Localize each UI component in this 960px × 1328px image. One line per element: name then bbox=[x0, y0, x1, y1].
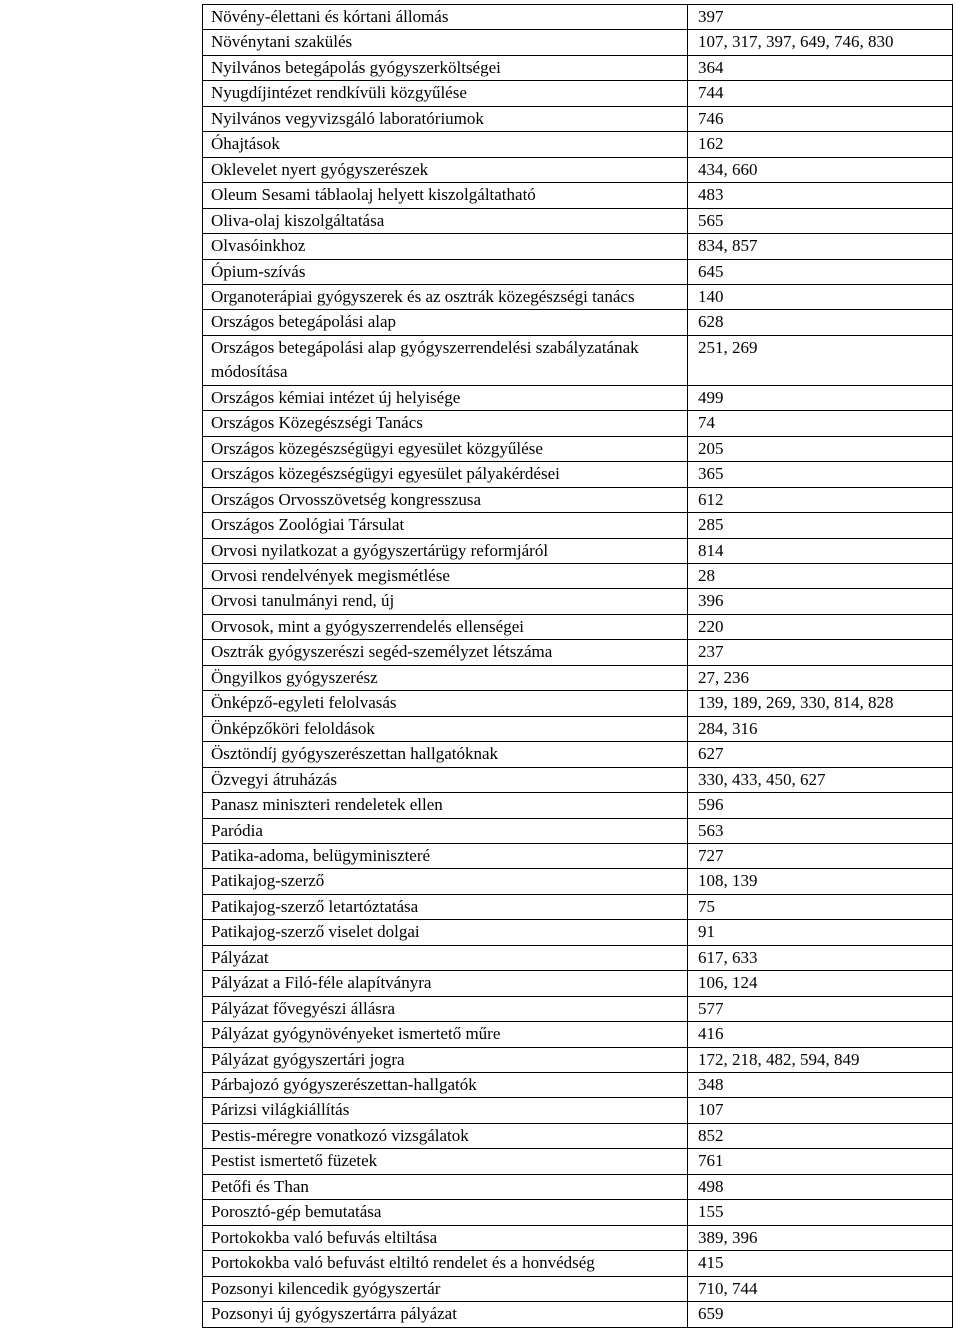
index-row bbox=[203, 1098, 953, 1123]
index-pages: 396 bbox=[688, 589, 953, 614]
index-term: Pályázat gyógyszertári jogra bbox=[203, 1047, 688, 1072]
index-pages: 612 bbox=[688, 487, 953, 512]
index-term: Orvosi nyilatkozat a gyógyszertárügy reformjáról bbox=[203, 538, 688, 563]
index-row bbox=[203, 1174, 953, 1199]
index-row bbox=[203, 1302, 953, 1327]
index-term: Oliva-olaj kiszolgáltatása bbox=[203, 208, 688, 233]
index-row bbox=[203, 411, 953, 436]
index-pages: 162 bbox=[688, 132, 953, 157]
index-row bbox=[203, 55, 953, 80]
index-row bbox=[203, 157, 953, 182]
index-pages: 852 bbox=[688, 1123, 953, 1148]
index-row bbox=[203, 487, 953, 512]
index-term: Pozsonyi kilencedik gyógyszertár bbox=[203, 1276, 688, 1301]
index-pages: 596 bbox=[688, 793, 953, 818]
index-row bbox=[203, 716, 953, 741]
index-row bbox=[203, 106, 953, 131]
index-row bbox=[203, 691, 953, 716]
index-pages: 415 bbox=[688, 1251, 953, 1276]
index-pages: 627 bbox=[688, 742, 953, 767]
index-term: Pályázat gyógynövényeket ismertető műre bbox=[203, 1022, 688, 1047]
index-pages: 348 bbox=[688, 1073, 953, 1098]
index-pages: 220 bbox=[688, 614, 953, 639]
index-row bbox=[203, 971, 953, 996]
index-term: Nyugdíjintézet rendkívüli közgyűlése bbox=[203, 81, 688, 106]
index-row bbox=[203, 1073, 953, 1098]
index-pages: 617, 633 bbox=[688, 945, 953, 970]
index-pages: 108, 139 bbox=[688, 869, 953, 894]
index-pages: 251, 269 bbox=[688, 335, 953, 385]
index-term: Országos Orvosszövetség kongresszusa bbox=[203, 487, 688, 512]
index-pages: 106, 124 bbox=[688, 971, 953, 996]
index-term: Növény-élettani és kórtani állomás bbox=[203, 5, 688, 30]
index-pages: 205 bbox=[688, 436, 953, 461]
index-row bbox=[203, 5, 953, 30]
index-pages: 434, 660 bbox=[688, 157, 953, 182]
index-pages: 744 bbox=[688, 81, 953, 106]
index-row bbox=[203, 462, 953, 487]
index-row bbox=[203, 793, 953, 818]
index-row bbox=[203, 742, 953, 767]
index-pages: 237 bbox=[688, 640, 953, 665]
index-term: Organoterápiai gyógyszerek és az osztrák közegészségi tanács bbox=[203, 284, 688, 309]
index-term: Önképzőköri feloldások bbox=[203, 716, 688, 741]
index-pages: 499 bbox=[688, 385, 953, 410]
index-term: Pályázat a Filó-féle alapítványra bbox=[203, 971, 688, 996]
index-row bbox=[203, 538, 953, 563]
index-row bbox=[203, 818, 953, 843]
index-term: Osztrák gyógyszerészi segéd-személyzet létszáma bbox=[203, 640, 688, 665]
index-term: Patikajog-szerző bbox=[203, 869, 688, 894]
index-term: Óhajtások bbox=[203, 132, 688, 157]
index-row bbox=[203, 208, 953, 233]
index-pages: 563 bbox=[688, 818, 953, 843]
index-row bbox=[203, 894, 953, 919]
index-term: Panasz miniszteri rendeletek ellen bbox=[203, 793, 688, 818]
index-pages: 107 bbox=[688, 1098, 953, 1123]
index-pages: 397 bbox=[688, 5, 953, 30]
index-pages: 91 bbox=[688, 920, 953, 945]
index-pages: 645 bbox=[688, 259, 953, 284]
index-pages: 659 bbox=[688, 1302, 953, 1327]
index-row bbox=[203, 132, 953, 157]
index-pages: 565 bbox=[688, 208, 953, 233]
index-term: Ópium-szívás bbox=[203, 259, 688, 284]
index-pages: 74 bbox=[688, 411, 953, 436]
index-term: Öngyilkos gyógyszerész bbox=[203, 665, 688, 690]
index-row bbox=[203, 335, 953, 385]
index-term: Portokokba való befuvást eltiltó rendelet és a honvédség bbox=[203, 1251, 688, 1276]
index-term: Petőfi és Than bbox=[203, 1174, 688, 1199]
index-pages: 710, 744 bbox=[688, 1276, 953, 1301]
index-term: Országos Zoológiai Társulat bbox=[203, 513, 688, 538]
index-term: Pályázat bbox=[203, 945, 688, 970]
index-pages: 814 bbox=[688, 538, 953, 563]
index-row bbox=[203, 1251, 953, 1276]
index-row bbox=[203, 589, 953, 614]
index-row bbox=[203, 843, 953, 868]
index-term: Növénytani szakülés bbox=[203, 30, 688, 55]
index-term: Patikajog-szerző letartóztatása bbox=[203, 894, 688, 919]
index-row bbox=[203, 259, 953, 284]
index-pages: 285 bbox=[688, 513, 953, 538]
index-row bbox=[203, 436, 953, 461]
index-row bbox=[203, 665, 953, 690]
index-term: Pozsonyi új gyógyszertárra pályázat bbox=[203, 1302, 688, 1327]
index-row bbox=[203, 614, 953, 639]
index-row bbox=[203, 81, 953, 106]
index-pages: 727 bbox=[688, 843, 953, 868]
index-pages: 172, 218, 482, 594, 849 bbox=[688, 1047, 953, 1072]
index-term: Oklevelet nyert gyógyszerészek bbox=[203, 157, 688, 182]
index-term: Országos betegápolási alap bbox=[203, 310, 688, 335]
index-term: Orvosi rendelvények megismétlése bbox=[203, 563, 688, 588]
index-term: Párbajozó gyógyszerészettan-hallgatók bbox=[203, 1073, 688, 1098]
index-pages: 746 bbox=[688, 106, 953, 131]
index-row bbox=[203, 640, 953, 665]
index-term: Országos Közegészségi Tanács bbox=[203, 411, 688, 436]
index-term: Országos betegápolási alap gyógyszerrendelési szabályzatának módosítása bbox=[203, 335, 688, 385]
index-pages: 577 bbox=[688, 996, 953, 1021]
index-row bbox=[203, 996, 953, 1021]
index-pages: 284, 316 bbox=[688, 716, 953, 741]
index-term: Önképző-egyleti felolvasás bbox=[203, 691, 688, 716]
index-term: Oleum Sesami táblaolaj helyett kiszolgáltatható bbox=[203, 183, 688, 208]
index-row bbox=[203, 1123, 953, 1148]
index-term: Olvasóinkhoz bbox=[203, 234, 688, 259]
index-pages: 416 bbox=[688, 1022, 953, 1047]
index-pages: 75 bbox=[688, 894, 953, 919]
index-term: Paródia bbox=[203, 818, 688, 843]
index-row bbox=[203, 1225, 953, 1250]
index-pages: 389, 396 bbox=[688, 1225, 953, 1250]
index-pages: 107, 317, 397, 649, 746, 830 bbox=[688, 30, 953, 55]
index-pages: 483 bbox=[688, 183, 953, 208]
index-row bbox=[203, 1149, 953, 1174]
index-row bbox=[203, 869, 953, 894]
index-row bbox=[203, 284, 953, 309]
index-pages: 498 bbox=[688, 1174, 953, 1199]
index-pages: 365 bbox=[688, 462, 953, 487]
index-pages: 628 bbox=[688, 310, 953, 335]
index-term: Pályázat fővegyészi állásra bbox=[203, 996, 688, 1021]
index-term: Párizsi világkiállítás bbox=[203, 1098, 688, 1123]
index-term: Patikajog-szerző viselet dolgai bbox=[203, 920, 688, 945]
index-term: Portokokba való befuvás eltiltása bbox=[203, 1225, 688, 1250]
index-row bbox=[203, 183, 953, 208]
index-term: Pestis-méregre vonatkozó vizsgálatok bbox=[203, 1123, 688, 1148]
index-row bbox=[203, 385, 953, 410]
index-pages: 28 bbox=[688, 563, 953, 588]
index-term: Nyilvános betegápolás gyógyszerköltségei bbox=[203, 55, 688, 80]
index-pages: 27, 236 bbox=[688, 665, 953, 690]
index-row bbox=[203, 310, 953, 335]
index-table-body bbox=[203, 5, 953, 1328]
index-row bbox=[203, 945, 953, 970]
index-row bbox=[203, 1047, 953, 1072]
index-pages: 140 bbox=[688, 284, 953, 309]
index-row bbox=[203, 1200, 953, 1225]
index-row bbox=[203, 920, 953, 945]
index-term: Országos kémiai intézet új helyisége bbox=[203, 385, 688, 410]
index-row bbox=[203, 1276, 953, 1301]
index-term: Országos közegészségügyi egyesület közgyűlése bbox=[203, 436, 688, 461]
index-pages: 364 bbox=[688, 55, 953, 80]
index-term: Özvegyi átruházás bbox=[203, 767, 688, 792]
index-pages: 761 bbox=[688, 1149, 953, 1174]
index-row bbox=[203, 30, 953, 55]
index-pages: 155 bbox=[688, 1200, 953, 1225]
index-row bbox=[203, 563, 953, 588]
index-row bbox=[203, 234, 953, 259]
index-term: Ösztöndíj gyógyszerészettan hallgatóknak bbox=[203, 742, 688, 767]
index-term: Orvosi tanulmányi rend, új bbox=[203, 589, 688, 614]
index-row bbox=[203, 1022, 953, 1047]
index-term: Országos közegészségügyi egyesület pályakérdései bbox=[203, 462, 688, 487]
index-term: Patika-adoma, belügyminiszteré bbox=[203, 843, 688, 868]
index-term: Porosztó-gép bemutatása bbox=[203, 1200, 688, 1225]
index-row bbox=[203, 513, 953, 538]
index-pages: 834, 857 bbox=[688, 234, 953, 259]
index-term: Nyilvános vegyvizsgáló laboratóriumok bbox=[203, 106, 688, 131]
index-term: Orvosok, mint a gyógyszerrendelés ellenségei bbox=[203, 614, 688, 639]
index-term: Pestist ismertető füzetek bbox=[203, 1149, 688, 1174]
index-pages: 139, 189, 269, 330, 814, 828 bbox=[688, 691, 953, 716]
index-pages: 330, 433, 450, 627 bbox=[688, 767, 953, 792]
index-table bbox=[202, 4, 953, 1328]
index-row bbox=[203, 767, 953, 792]
